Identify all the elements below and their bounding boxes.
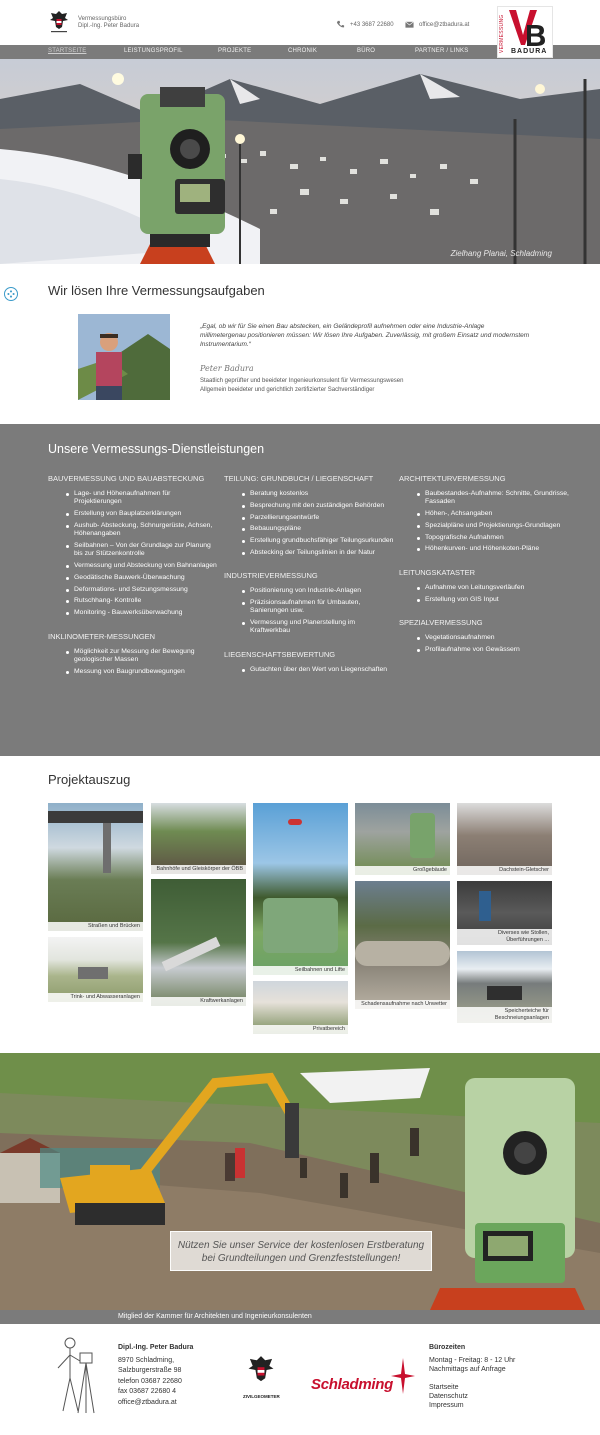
services-section (0, 424, 600, 756)
service-list (224, 587, 394, 635)
hero-image (0, 59, 600, 264)
phone-contact[interactable] (336, 20, 394, 29)
service-item: Höhenkurven- und Höhenkoten-Pläne (399, 545, 569, 553)
cta-line-2: bei Grundteilungen und Grenzfeststellungen! (201, 1253, 401, 1264)
accessibility-icon[interactable] (4, 287, 18, 301)
services-column-2 (224, 474, 394, 688)
chamber-text: Mitglied der Kammer für Architekten und Ingenieurkonsulenten (118, 1313, 312, 1320)
service-item: Lage- und Höhenaufnahmen für Projektierungen (48, 490, 218, 507)
footer-address-1: 8970 Schladming, (118, 1357, 175, 1364)
hours-line-2: Nachmittags auf Anfrage (429, 1366, 506, 1373)
service-item: Höhen-, Achsangaben (399, 510, 569, 518)
hours-line-1: Montag - Freitag: 8 - 12 Uhr (429, 1357, 516, 1364)
project-label: Kraftwerkanlagen (151, 997, 246, 1006)
service-heading: INDUSTRIEVERMESSUNG (224, 571, 318, 581)
project-tile-grossgebaeude[interactable] (355, 803, 450, 875)
zivilgeometer-logo[interactable] (243, 1352, 279, 1398)
nav-item-projekte[interactable]: PROJEKTE (218, 48, 252, 54)
nav-item-partner-links[interactable]: PARTNER / LINKS (415, 48, 469, 54)
email-contact[interactable] (405, 20, 469, 29)
services-title: Unsere Vermessungs-Dienstleistungen (48, 442, 265, 456)
service-list (48, 490, 218, 618)
portrait-photo (78, 314, 170, 400)
austrian-eagle-icon (48, 8, 70, 34)
zivilgeometer-label: ZIVILGEOMETER (243, 1394, 280, 1399)
credential-2: Allgemein beeideter und gerichtlich zertifizierter Sachverständiger (200, 387, 375, 393)
project-label: Diverses wie Stollen, Überführungen ... (457, 929, 552, 945)
service-item: Vegetationsaufnahmen (399, 634, 569, 642)
service-item: Profilaufnahme von Gewässern (399, 646, 569, 654)
nav-item-chronik[interactable]: CHRONIK (288, 48, 318, 54)
service-heading: SPEZIALVERMESSUNG (399, 617, 483, 627)
service-item: Topografische Aufnahmen (399, 534, 569, 542)
service-item: Vermessung und Absteckung von Bahnanlagen (48, 562, 218, 570)
project-label: Seilbahnen und Lifte (253, 966, 348, 975)
service-item: Besprechung mit den zuständigen Behörden (224, 502, 394, 510)
email-address: office@ztbadura.at (419, 21, 470, 28)
chamber-bar (0, 1310, 600, 1324)
envelope-icon (405, 20, 414, 29)
project-tile-stollen[interactable] (457, 881, 552, 945)
service-list (399, 490, 569, 554)
service-item: Spezialpläne und Projektierungs-Grundlagen (399, 522, 569, 530)
service-item: Gutachten über den Wert von Liegenschaften (224, 666, 394, 674)
project-label: Dachstein-Gletscher (457, 866, 552, 875)
service-list (224, 490, 394, 557)
service-item: Deformations- und Setzungsmessung (48, 586, 218, 594)
phone-number: +43 3687 22680 (350, 21, 394, 28)
projects-title: Projektauszug (48, 772, 131, 787)
project-tile-seilbahnen[interactable] (253, 803, 348, 975)
banner-scene (0, 1053, 600, 1310)
project-label: Schadensaufnahme nach Unwetter (355, 1000, 450, 1009)
service-item: Bebauungspläne (224, 525, 394, 533)
service-item: Rutschhang- Kontrolle (48, 597, 218, 605)
service-item: Abstecking der Teilungslinien in der Natur (224, 549, 394, 557)
project-tile-kraftwerk[interactable] (151, 879, 246, 1006)
services-column-3 (399, 474, 569, 668)
excavator-banner (0, 1053, 600, 1310)
project-tile-schadensaufnahme[interactable] (355, 881, 450, 1009)
service-heading: BAUVERMESSUNG UND BAUABSTECKUNG (48, 474, 205, 483)
footer-address-2: Salzburgerstraße 98 (118, 1367, 182, 1374)
service-item: Möglichkeit zur Messung der Bewegung geologischer Massen (48, 648, 218, 665)
project-tile-speicherteiche[interactable] (457, 951, 552, 1023)
schladming-logo[interactable] (311, 1356, 416, 1396)
hero-caption: Zielhang Planai, Schladming (450, 249, 552, 258)
footer-link-startseite[interactable]: Startseite (429, 1384, 459, 1391)
service-item: Positionierung von Industrie-Anlagen (224, 587, 394, 595)
nav-item-buero[interactable]: BÜRO (357, 48, 376, 54)
service-item: Beratung kostenlos (224, 490, 394, 498)
credential-1: Staatlich geprüfter und beeideter Ingenieurkonsulent für Vermessungswesen (200, 378, 404, 384)
project-tile-privatbereich[interactable] (253, 981, 348, 1034)
service-item: Monitoring - Bauwerksüberwachung (48, 609, 218, 617)
service-heading: TEILUNG: GRUNDBUCH / LIEGENSCHAFT (224, 474, 374, 483)
intro-quote: „Egal, ob wir für Sie einen Bau abstecken, ein Geländeprofil aufnehmen oder eine Industrie-Anlage millimetergenau positionieren müssen: Wir lösen Ihre Aufgaben. Zuverlässig, mit großem Einsatz und modernstem Instrumentarium.“ (200, 323, 530, 348)
logo-vertical-text: VERMESSUNG (499, 14, 505, 53)
project-tile-bahnhoefe[interactable] (151, 803, 246, 874)
service-item: Aufnahme von Leitungsverläufen (399, 584, 569, 592)
project-tile-strassen[interactable] (48, 803, 143, 931)
project-label: Großgebäude (355, 866, 450, 875)
footer-link-datenschutz[interactable]: Datenschutz (429, 1393, 468, 1400)
footer-name: Dipl.-Ing. Peter Badura (118, 1344, 194, 1351)
service-item: Vermessung und Planerstellung im Kraftwerkbau (224, 619, 394, 636)
service-list (399, 634, 569, 654)
service-item: Messung von Baugrundbewegungen (48, 668, 218, 676)
project-label: Trink- und Abwasseranlagen (48, 993, 143, 1002)
service-list (224, 666, 394, 674)
project-label: Bahnhöfe und Gleiskörper der ÖBB (151, 865, 246, 874)
project-tile-dachstein[interactable] (457, 803, 552, 875)
footer-fax: fax 03687 22680 4 (118, 1388, 176, 1395)
intro-title: Wir lösen Ihre Vermessungsaufgaben (48, 283, 265, 298)
services-column-1 (48, 474, 218, 690)
footer-email[interactable]: office@ztbadura.at (118, 1399, 177, 1406)
service-item: Parzellierungsentwürfe (224, 514, 394, 522)
service-item: Erstellung von Bauplatzerklärungen (48, 510, 218, 518)
surveyor-sketch-icon (48, 1333, 100, 1415)
hero-scene (0, 59, 600, 264)
service-item: Erstellung von GIS Input (399, 596, 569, 604)
hours-title: Bürozeiten (429, 1344, 466, 1351)
brand-line-2: Dipl.-Ing. Peter Badura (78, 23, 140, 29)
service-heading: INKLINOMETER-MESSUNGEN (48, 631, 156, 641)
service-item: Aushub- Absteckung, Schnurgerüste, Achsen, Höhenangaben (48, 522, 218, 539)
service-heading: ARCHITEKTURVERMESSUNG (399, 474, 506, 483)
cta-line-1: Nützen Sie unser Service der kostenlosen Erstberatung (177, 1240, 425, 1251)
schladming-wordmark: Schladming (311, 1376, 394, 1393)
logo-name: BADURA (511, 48, 548, 55)
service-heading: LEITUNGSKATASTER (399, 567, 475, 577)
service-item: Baubestandes-Aufnahme: Schnitte, Grundrisse, Fassaden (399, 490, 569, 507)
service-item: Seilbahnen – Von der Grundlage zur Planung bis zur Stützenkontrolle (48, 542, 218, 559)
project-tile-trinkwasser[interactable] (48, 937, 143, 1002)
service-item: Präzisionsaufnahmen für Umbauten, Sanierungen usw. (224, 599, 394, 616)
service-item: Erstellung grundbuchsfähiger Teilungsurkunden (224, 537, 394, 545)
footer-phone[interactable]: telefon 03687 22680 (118, 1378, 182, 1385)
brand-line-1: Vermessungsbüro (78, 16, 127, 22)
phone-icon (336, 20, 345, 29)
project-label: Privatbereich (253, 1025, 348, 1034)
service-list (48, 648, 218, 676)
cta-box[interactable] (170, 1231, 432, 1271)
project-label: Speicherteiche für Beschneiungsanlagen (457, 1007, 552, 1023)
service-heading: LIEGENSCHAFTSBEWERTUNG (224, 649, 336, 659)
service-item: Geodätische Bauwerk-Überwachung (48, 574, 218, 582)
footer-link-impressum[interactable]: Impressum (429, 1402, 464, 1409)
nav-item-leistungsprofil[interactable]: LEISTUNGSPROFIL (124, 48, 183, 54)
project-label: Straßen und Brücken (48, 922, 143, 931)
service-list (399, 584, 569, 604)
vb-badura-logo[interactable] (497, 6, 553, 58)
austrian-eagle-icon (243, 1352, 279, 1388)
nav-item-startseite[interactable]: STARTSEITE (48, 48, 87, 54)
signature: Peter Badura (200, 364, 254, 373)
